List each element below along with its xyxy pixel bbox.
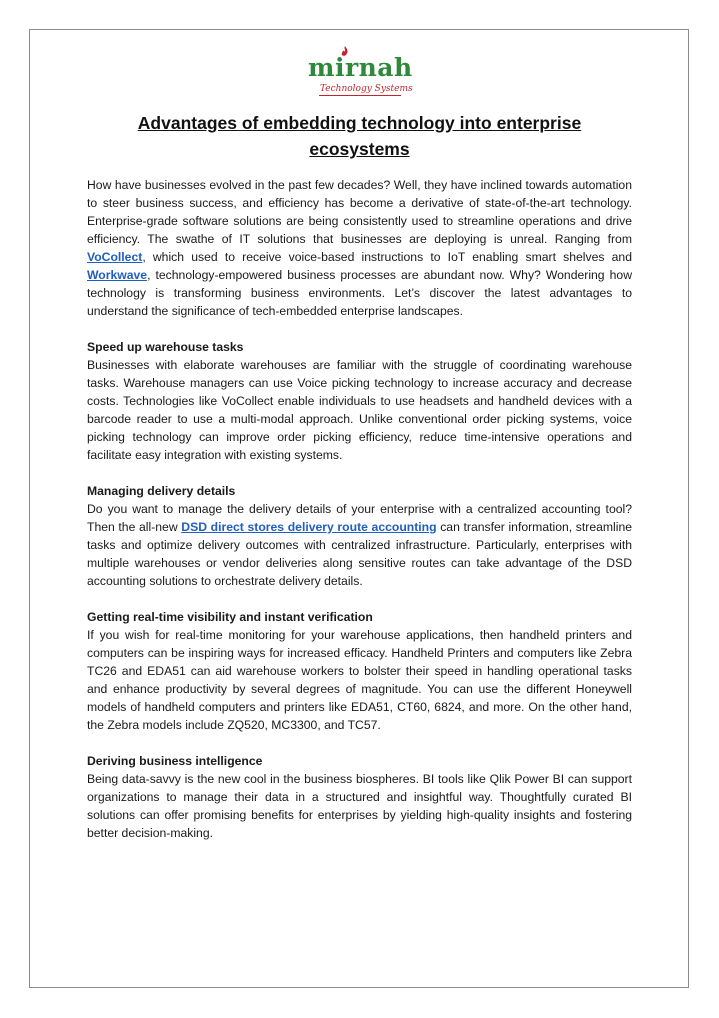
dsd-accounting-link[interactable]: DSD direct stores delivery route accounting [181,520,437,534]
spacer [87,464,632,482]
logo-wordmark: mirnah [308,53,413,82]
section-body: Businesses with elaborate warehouses are familiar with the struggle of coordinating warehouse tasks. Warehouse managers can use Voice picking technology to increase accuracy and decrease costs. Technologies like VoCollect enable individuals to use headsets and handheld devices with a barcode reader to use a multi-modal approach. Unlike conventional order picking systems, voice picking technology can improve order picking efficiency, reduce time-intensive operations and facilitate easy integration with existing systems. [87,358,632,462]
section-body: Being data-savvy is the new cool in the business biospheres. BI tools like Qlik Power BI can support organizations to manage their data in a structured and insightful way. Thoughtfully curated BI solutions can offer promising benefits for enterprises by yielding high-quality insights and fostering better decision-making. [87,772,632,840]
intro-paragraph [87,176,632,320]
vocollect-link[interactable]: VoCollect [87,250,143,264]
spacer [87,590,632,608]
spacer [87,320,632,338]
document-title: Advantages of embedding technology into enterprise ecosystems [137,113,582,159]
intro-text: , which used to receive voice-based instructions to IoT enabling smart shelves and [142,250,632,264]
intro-text: How have businesses evolved in the past few decades? Well, they have inclined towards automation to steer business success, and efficiency has become a derivative of state-of-the-art technology. Enterprise-grade software solutions are being consistently used to streamline operations and drive efficiency. The swathe of IT solutions that businesses are deploying is unreal. Ranging from [87,178,632,246]
logo-underline [319,95,401,96]
intro-text: , technology-empowered business processes are abundant now. Why? Wondering how technology is transforming business environments. Let’s discover the latest advantages to understand the significance of tech-embedded enterprise landscapes. [87,268,632,318]
section-text: Do you want to manage the delivery details of your enterprise with a centralized accounting tool? Then the all-new [87,502,632,534]
section-body [87,500,632,590]
workwave-link[interactable]: Workwave [87,268,148,282]
document-body [87,176,632,842]
section-heading: Deriving business intelligence [87,754,263,768]
section-heading: Managing delivery details [87,484,236,498]
section-body: If you wish for real-time monitoring for your warehouse applications, then handheld printers and computers can be inspiring ways for increased efficacy. Handheld Printers and computers like Zebra TC26 and EDA51 can aid warehouse workers to bolster their speed in handling operational tasks and enhance productivity by several degrees of magnitude. You can use the different Honeywell models of handheld computers and printers like EDA51, CT60, 6824, and more. On the other hand, the Zebra models include ZQ520, MC3300, and TC57. [87,628,632,732]
section-heading: Getting real-time visibility and instant verification [87,610,373,624]
section-text: can transfer information, streamline tasks and optimize delivery outcomes with centralized infrastructure. Particularly, enterprises with multiple warehouses or vendor deliveries along sensitive routes can take advantage of the DSD accounting solutions to orchestrate delivery details. [87,520,633,588]
company-logo [300,46,420,104]
logo-tagline: Technology Systems [320,84,413,94]
spacer [87,734,632,752]
section-heading: Speed up warehouse tasks [87,340,244,354]
